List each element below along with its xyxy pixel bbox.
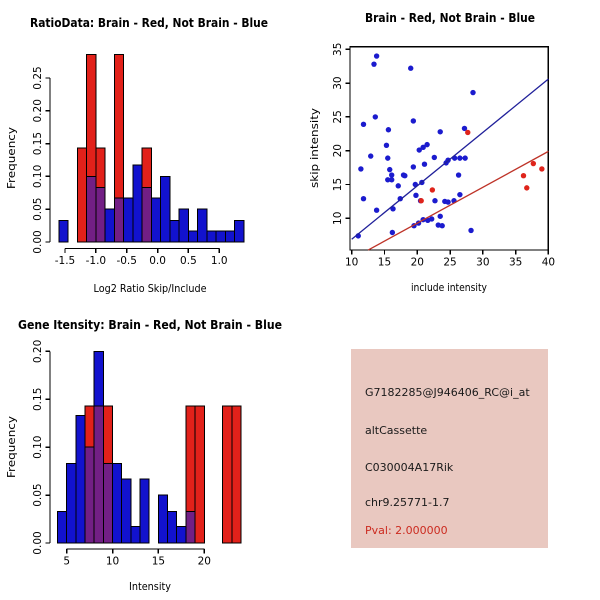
- x-tick-label: 15: [377, 256, 392, 269]
- hist-bar-blue: [158, 495, 167, 543]
- scatter-point-blue: [470, 90, 475, 95]
- hist-bar-overlap: [94, 406, 103, 543]
- y-tick-label: 15: [332, 177, 344, 192]
- scatter-point-blue: [445, 199, 450, 204]
- hist-bar-blue: [170, 220, 179, 242]
- x-tick-label: 10: [105, 555, 120, 568]
- scatter-point-blue: [438, 214, 443, 219]
- hist-bar-blue: [122, 479, 131, 543]
- scatter-point-blue: [411, 118, 416, 123]
- hist-bar-overlap: [142, 188, 151, 242]
- y-axis-label: Frequency: [5, 132, 18, 189]
- y-tick-label: 25: [332, 110, 344, 124]
- scatter-point-blue: [385, 155, 390, 160]
- x-tick-label: 15: [151, 555, 166, 568]
- ratio-histogram-panel: [0, 0, 300, 300]
- scatter-point-blue: [438, 129, 443, 134]
- y-tick-label: 0.05: [32, 197, 44, 221]
- scatter-point-blue: [439, 223, 444, 228]
- y-tick-label: 0.15: [32, 387, 44, 411]
- hist-bar-blue: [207, 231, 216, 242]
- x-tick-label: 5: [63, 555, 71, 568]
- y-tick-label: 30: [332, 76, 344, 90]
- y-tick-label: 0.00: [32, 531, 44, 555]
- hist-bar-blue: [58, 511, 67, 543]
- hist-bar-blue: [105, 209, 114, 242]
- y-tick-label: 0.20: [32, 339, 44, 364]
- y-tick-label: 0.00: [32, 230, 44, 254]
- hist-bar-red: [77, 148, 86, 242]
- hist-bar-red: [223, 406, 232, 543]
- scatter-point-red: [430, 187, 435, 192]
- scatter-point-blue: [389, 172, 394, 177]
- scatter-point-blue: [432, 155, 437, 160]
- gene-symbol-text: C030004A17Rik: [365, 461, 454, 474]
- hist-bar-blue: [124, 198, 133, 242]
- hist-bar-blue: [151, 198, 160, 242]
- y-tick-label: 20: [332, 144, 344, 158]
- y-tick-label: 35: [332, 42, 344, 56]
- x-tick-label: 1.0: [210, 255, 228, 267]
- hist-bar-overlap: [85, 447, 94, 543]
- x-tick-label: 35: [508, 256, 523, 269]
- hist-bar-blue: [140, 479, 149, 543]
- x-tick-label: 20: [197, 555, 211, 568]
- y-axis-label: Frequency: [5, 421, 18, 478]
- scatter-point-red: [531, 161, 536, 166]
- scatter-point-blue: [422, 162, 427, 167]
- splice-event-text: altCassette: [365, 424, 428, 437]
- scatter-point-blue: [386, 127, 391, 132]
- scatter-point-blue: [413, 193, 418, 198]
- y-tick-label: 0.20: [32, 99, 44, 123]
- scatter-point-blue: [361, 196, 366, 201]
- y-tick-label: 0.25: [32, 66, 44, 90]
- x-tick-label: 30: [476, 256, 490, 269]
- scatter-point-blue: [390, 230, 395, 235]
- hist-bar-overlap: [114, 198, 123, 242]
- scatter-point-blue: [462, 155, 467, 160]
- scatter-point-blue: [373, 114, 378, 119]
- scatter-point-blue: [368, 153, 373, 158]
- hist-bar-overlap: [103, 463, 112, 543]
- scatter-point-blue: [374, 207, 379, 212]
- scatter-point-red: [419, 198, 424, 203]
- pval-text: Pval: 2.000000: [365, 524, 448, 537]
- scatter-point-blue: [468, 228, 473, 233]
- hist-bar-red: [195, 406, 204, 543]
- chart-title: RatioData: Brain - Red, Not Brain - Blue: [30, 16, 268, 30]
- x-tick-label: 0.5: [180, 255, 197, 267]
- hist-bar-blue: [188, 231, 197, 242]
- y-tick-label: 10: [332, 211, 344, 225]
- intensity-scatter-panel: [300, 0, 600, 300]
- x-tick-label: 20: [410, 256, 424, 269]
- x-axis-label: Intensity: [129, 580, 172, 593]
- gene-intensity-histogram-panel: [0, 300, 300, 600]
- scatter-point-blue: [457, 155, 462, 160]
- scatter-point-blue: [389, 177, 394, 182]
- y-axis-label: skip intensity: [308, 114, 321, 188]
- y-tick-label: 0.10: [32, 164, 44, 189]
- chart-title: Gene Itensity: Brain - Red, Not Brain - Blue: [18, 318, 282, 332]
- scatter-point-blue: [374, 53, 379, 58]
- scatter-point-red: [539, 166, 544, 171]
- hist-bar-blue: [168, 511, 177, 543]
- scatter-point-blue: [408, 66, 413, 71]
- x-tick-label: 40: [541, 256, 556, 269]
- scatter-point-blue: [411, 164, 416, 169]
- hist-bar-blue: [131, 527, 140, 543]
- not-brain-fit-line: [352, 79, 549, 239]
- hist-bar-blue: [235, 220, 244, 242]
- x-axis-label: Log2 Ratio Skip/Include: [93, 282, 207, 295]
- scatter-point-blue: [371, 61, 376, 66]
- hist-bar-overlap: [186, 511, 195, 543]
- hist-bar-overlap: [96, 188, 105, 242]
- x-tick-label: -1.5: [54, 255, 76, 267]
- plot-box: [350, 47, 548, 250]
- scatter-point-blue: [396, 183, 401, 188]
- locus-text: chr9.25771-1.7: [365, 496, 450, 509]
- hist-bar-blue: [59, 220, 68, 242]
- hist-bar-blue: [225, 231, 234, 242]
- scatter-point-blue: [387, 167, 392, 172]
- hist-bar-blue: [177, 527, 186, 543]
- scatter-point-blue: [424, 142, 429, 147]
- hist-bar-blue: [216, 231, 225, 242]
- x-tick-label: 25: [443, 256, 457, 269]
- scatter-point-red: [521, 173, 526, 178]
- y-tick-label: 0.15: [32, 131, 44, 156]
- hist-bar-red: [232, 406, 241, 543]
- x-tick-label: 0.0: [149, 255, 166, 267]
- hist-bar-blue: [179, 209, 188, 242]
- scatter-point-blue: [432, 198, 437, 203]
- x-tick-label: 10: [345, 256, 359, 269]
- x-axis-label: include intensity: [411, 281, 488, 294]
- scatter-point-blue: [457, 192, 462, 197]
- scatter-point-blue: [429, 216, 434, 221]
- hist-bar-blue: [161, 176, 170, 242]
- scatter-point-red: [524, 185, 529, 190]
- scatter-point-blue: [456, 172, 461, 177]
- scatter-point-blue: [402, 173, 407, 178]
- x-tick-label: -0.5: [116, 255, 137, 267]
- hist-bar-blue: [113, 463, 122, 543]
- y-tick-label: 0.05: [32, 483, 44, 507]
- hist-bar-blue: [76, 416, 85, 543]
- chart-title: Brain - Red, Not Brain - Blue: [365, 11, 535, 25]
- hist-bar-blue: [133, 165, 142, 242]
- y-tick-label: 0.10: [32, 435, 44, 459]
- scatter-point-red: [465, 130, 470, 135]
- probe-id-text: G7182285@J946406_RC@i_at: [365, 386, 530, 399]
- x-tick-label: -1.0: [85, 255, 107, 267]
- brain-fit-line: [368, 151, 548, 250]
- gene-info-panel: [300, 300, 600, 600]
- hist-bar-overlap: [87, 176, 96, 242]
- gene-info-box: [351, 349, 548, 548]
- scatter-point-blue: [361, 122, 366, 127]
- scatter-point-blue: [384, 143, 389, 148]
- hist-bar-blue: [67, 463, 76, 543]
- hist-bar-blue: [198, 209, 207, 242]
- scatter-point-blue: [358, 166, 363, 171]
